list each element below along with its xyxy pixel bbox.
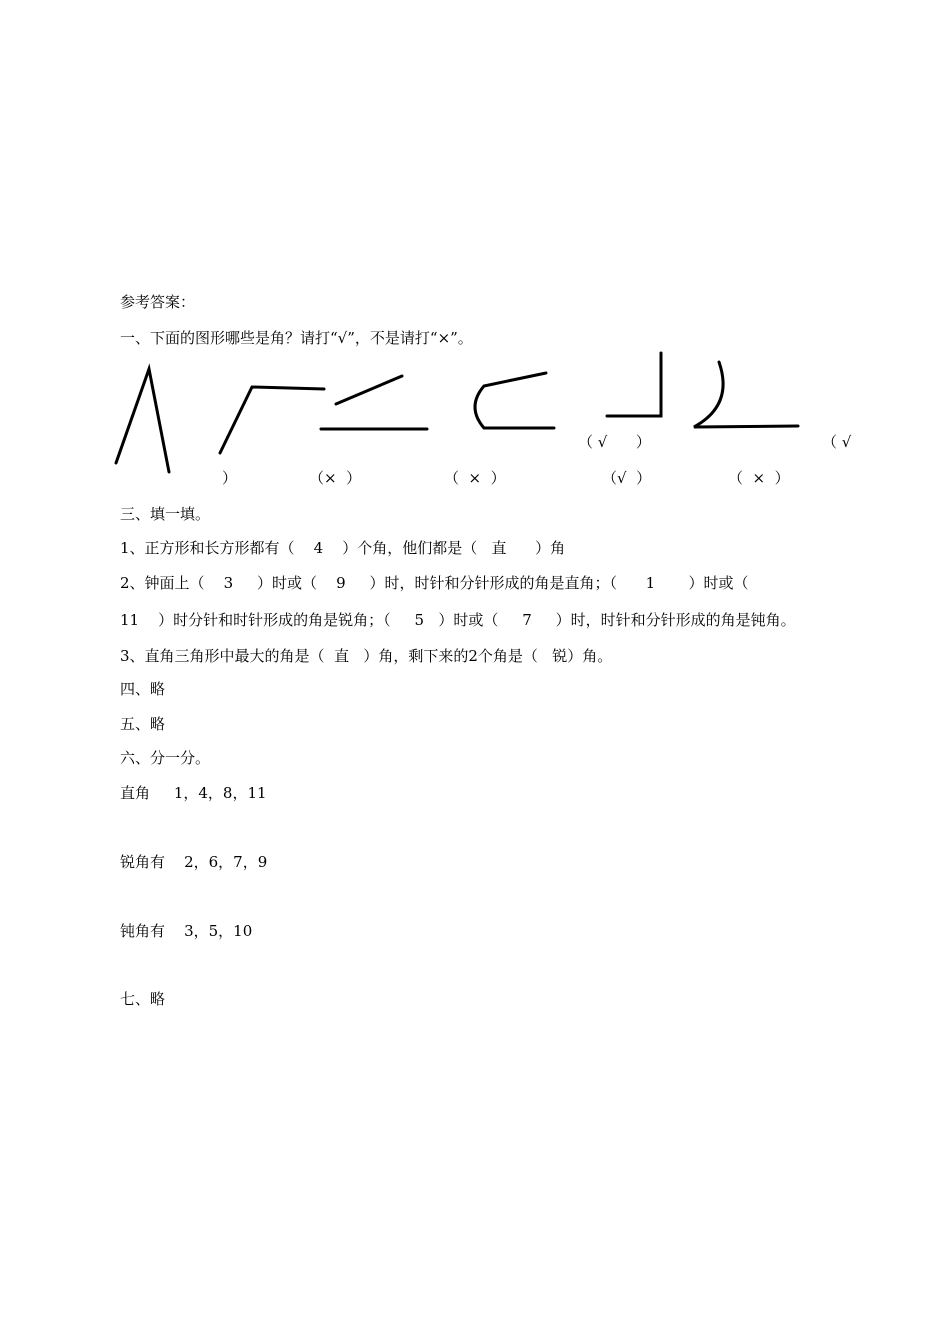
mark-figure-4: （ × ） [444,469,506,487]
mark-figure-1: （ √ [822,433,857,451]
angle-figures [0,0,950,500]
section6-heading: 六、分一分。 [120,749,211,767]
figure-1-angle [116,369,169,472]
figure-4-curved-figure [475,373,554,428]
figure-5-right-angle [607,353,661,416]
section6-acute-angles: 锐角有 2，6，7，9 [120,853,268,871]
mark-figure-3: （× ） [309,469,362,487]
mark-figure-7: （ × ） [728,469,790,487]
section3-q2-line2: 11 ）时分针和时针形成的角是锐角；（ 5 ）时或（ 7 ）时，时针和分针形成的角是钝角。 [120,611,796,629]
section1-heading: 一、下面的图形哪些是角？请打“√”，不是请打“×”。 [120,329,473,347]
section7: 七、略 [120,990,166,1008]
section3-q3: 3、直角三角形中最大的角是（ 直 ）角，剩下来的2个角是（ 锐）角。 [120,647,613,665]
section3-q1: 1、正方形和长方形都有（ 4 ）个角，他们都是（ 直 ）角 [120,539,566,557]
figure-6-curve-and-line [694,362,798,427]
figure-2-broken-line [220,387,324,453]
mark-figure-6: （√ ） [602,469,652,487]
mark-figure-2: ） [222,469,238,487]
mark-figure-5: （ √ ） [578,433,651,451]
figure-3-separate-lines [321,376,427,429]
section3-q2-line1: 2、钟面上（ 3 ）时或（ 9 ）时，时针和分针形成的角是直角；（ 1 ）时或（ [120,574,749,592]
section5: 五、略 [120,715,166,733]
section3-heading: 三、填一填。 [120,505,211,523]
section6-obtuse-angles: 钝角有 3，5，10 [120,922,253,940]
section4: 四、略 [120,680,166,698]
section6-right-angles: 直角 1，4，8，11 [120,784,267,802]
answer-title: 参考答案： [120,293,196,311]
